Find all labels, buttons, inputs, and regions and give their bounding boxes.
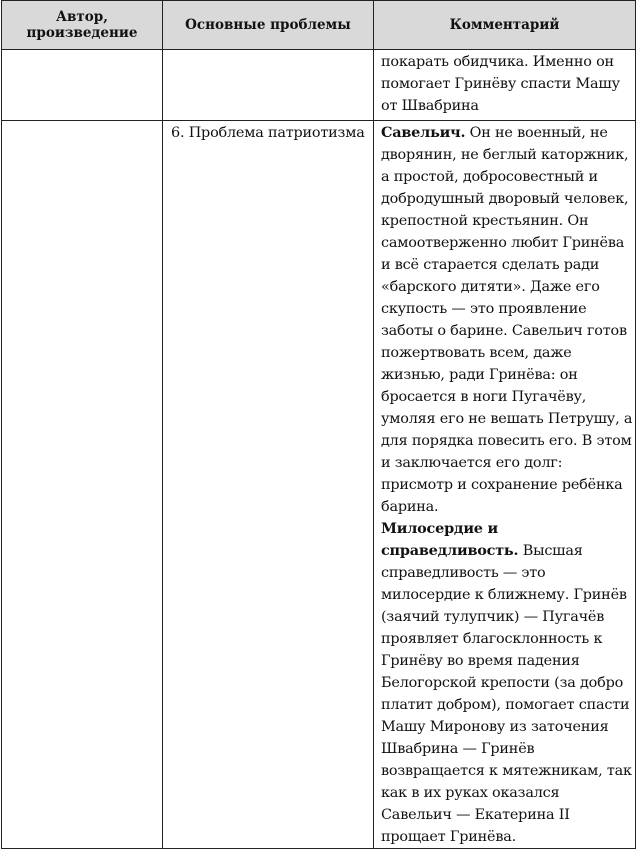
header-comment: Комментарий xyxy=(374,1,636,50)
table-header-row xyxy=(2,1,636,50)
cell-problem xyxy=(163,50,374,121)
comment-text-mercy: Высшая справедливость — это милосердие к ближнему. Гринёв (заячий тулупчик) — Пугачёв проявляет благосклонность к Гринёву во время падения Белогорской крепости (за добро платит добром), помогает спасти Машу Миронову из заточения Швабрина — Гринёв возвращается к мятежникам, так как в их руках оказался Савельич — Екатерина II прощает Гринёва. xyxy=(381,543,632,845)
cell-problem xyxy=(163,121,374,849)
comment-text-savelich: Он не военный, не дворянин, не беглый каторжник, а простой, добросовестный и добродушный дворовый человек, крепостной крестьянин. Он самоотверженно любит Гринёва и всё старается сделать ради «барского дитяти». Даже его скупость — это проявление заботы о барине. Савельич готов пожертвовать всем, даже жизнью, ради Гринёва: он бросается в ноги Пугачёву, умоляя его не вешать Петрушу, а для порядка повесить его. В этом и заключается его долг: присмотр и сохранение ребёнка барина. xyxy=(381,125,633,515)
cell-comment xyxy=(374,121,636,849)
table-row xyxy=(2,121,636,849)
cell-comment-text: покарать обидчика. Именно он помогает Гринёву спасти Машу от Швабрина xyxy=(381,54,620,114)
table-row xyxy=(2,50,636,121)
cell-problem-text xyxy=(163,50,373,51)
comment-heading-savelich: Савельич. xyxy=(381,124,466,141)
comment-paragraph-savelich xyxy=(381,122,633,518)
cell-problem-text: 6. Проблема патриотизма xyxy=(171,125,365,141)
header-author-work: Автор, произведение xyxy=(2,1,163,50)
literature-table xyxy=(1,0,636,849)
header-problems: Основные проблемы xyxy=(163,1,374,50)
cell-author-work xyxy=(2,121,163,849)
comment-paragraph-mercy xyxy=(381,518,633,848)
cell-comment xyxy=(374,50,636,121)
comment-heading-mercy: Милосердие и справедливость. xyxy=(381,520,519,559)
cell-author-work xyxy=(2,50,163,121)
cell-comment-text xyxy=(374,121,635,848)
